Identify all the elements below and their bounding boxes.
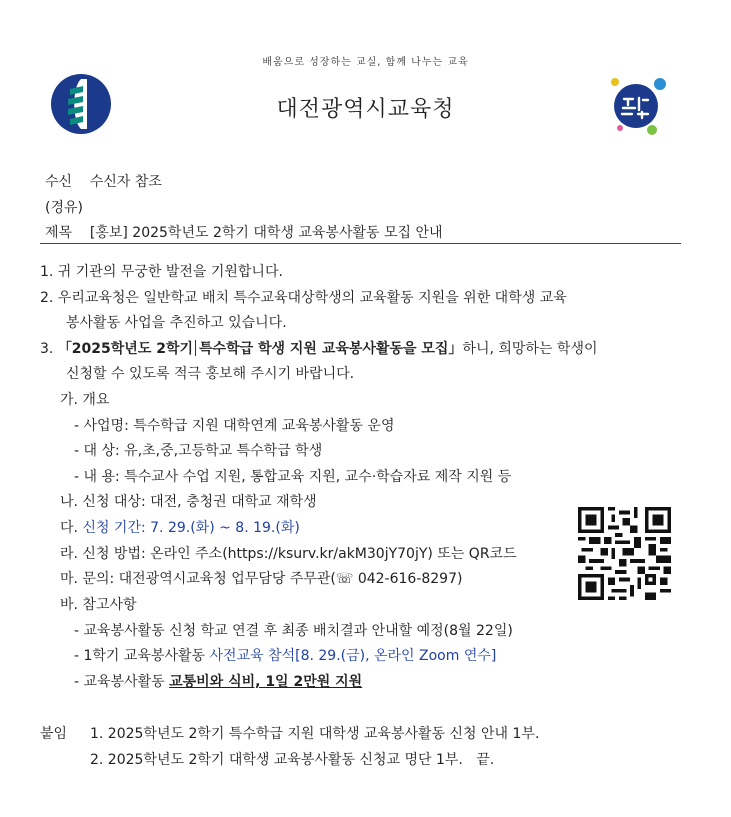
qr-code-icon[interactable] xyxy=(578,507,671,600)
paragraph-3-line-1 xyxy=(40,338,598,358)
section-ma: 마. 문의: 대전광역시교육청 업무담당 주무관(☏ 042-616-8297) xyxy=(60,571,463,587)
attachment-2 xyxy=(90,749,494,769)
paragraph-3-number: 3. xyxy=(40,341,58,357)
pre-training-notice: 사전교육 참석[8. 29.(금), 온라인 Zoom 연수] xyxy=(209,648,497,664)
subject-label: 제목 xyxy=(45,225,73,241)
end-mark: 끝. xyxy=(476,752,495,768)
section-da xyxy=(60,517,300,537)
text-cursor-bar xyxy=(195,340,196,356)
section-ba: 바. 참고사항 xyxy=(60,597,137,613)
application-period: 신청 기간: 7. 29.(화) ~ 8. 19.(화) xyxy=(82,520,300,536)
stipend-notice: 교통비와 식비, 1일 2만원 지원 xyxy=(169,674,363,690)
attachment-1: 1. 2025학년도 2학기 특수학급 지원 대학생 교육봉사활동 신청 안내 1부. xyxy=(90,726,540,742)
via-line: (경유) xyxy=(45,200,83,216)
attachment-2-text: 2. 2025학년도 2학기 대학생 교육봉사활동 신청교 명단 1부. xyxy=(90,752,463,768)
attachment-label: 붙임 xyxy=(40,726,68,742)
paragraph-2-line-2: 봉사활동 사업을 추진하고 있습니다. xyxy=(66,315,287,331)
paragraph-3-rest: 하니, 희망하는 학생이 xyxy=(462,341,598,357)
section-ra: 라. 신청 방법: 온라인 주소(https://ksurv.kr/akM30jY70jY) 또는 QR코드 xyxy=(60,546,517,562)
cheongryeong-sesang-emblem-icon xyxy=(606,72,674,138)
section-ga-item-2: - 대 상: 유,초,중,고등학교 특수학급 학생 xyxy=(74,443,323,459)
section-ga: 가. 개요 xyxy=(60,392,110,408)
subject-line xyxy=(45,222,443,242)
recipient-value: 수신자 참조 xyxy=(89,174,162,190)
organization-name: 대전광역시교육청 xyxy=(276,97,455,122)
paragraph-1: 1. 귀 기관의 무궁한 발전을 기원합니다. xyxy=(40,264,283,280)
section-ba-item-3 xyxy=(74,671,362,691)
section-ga-item-3: - 내 용: 특수교사 수업 지원, 통합교육 지원, 교수·학습자료 제작 지원 등 xyxy=(74,469,512,485)
slogan: 배움으로 성장하는 교실, 함께 나누는 교육 xyxy=(262,57,469,68)
subject-value: [홍보] 2025학년도 2학기 대학생 교육봉사활동 모집 안내 xyxy=(89,225,443,241)
section-ga-item-1: - 사업명: 특수학급 지원 대학연계 교육봉사활동 운영 xyxy=(74,418,395,434)
header-divider xyxy=(40,243,681,244)
section-na: 나. 신청 대상: 대전, 충청권 대학교 재학생 xyxy=(60,494,317,510)
paragraph-3-emphasis-1: 「2025학년도 2학기 xyxy=(57,341,194,357)
recipient-label: 수신 xyxy=(45,174,73,190)
section-ba-item-1: - 교육봉사활동 신청 학교 연결 후 최종 배치결과 안내할 예정(8월 22일) xyxy=(74,623,513,639)
paragraph-3-line-2: 신청할 수 있도록 적극 홍보해 주시기 바랍니다. xyxy=(66,366,355,382)
section-ba-item-2 xyxy=(74,645,496,665)
section-ba-item-3-prefix: - 교육봉사활동 xyxy=(74,674,170,690)
paragraph-3-emphasis-2: 특수학급 학생 지원 교육봉사활동을 모집」 xyxy=(199,341,463,357)
section-da-prefix: 다. xyxy=(60,520,83,536)
recipient-line xyxy=(45,171,162,191)
section-ba-item-2-prefix: - 1학기 교육봉사활동 xyxy=(74,648,210,664)
paragraph-2-line-1: 2. 우리교육청은 일반학교 배치 특수교육대상학생의 교육활동 지원을 위한 대학생 교육 xyxy=(40,290,567,306)
